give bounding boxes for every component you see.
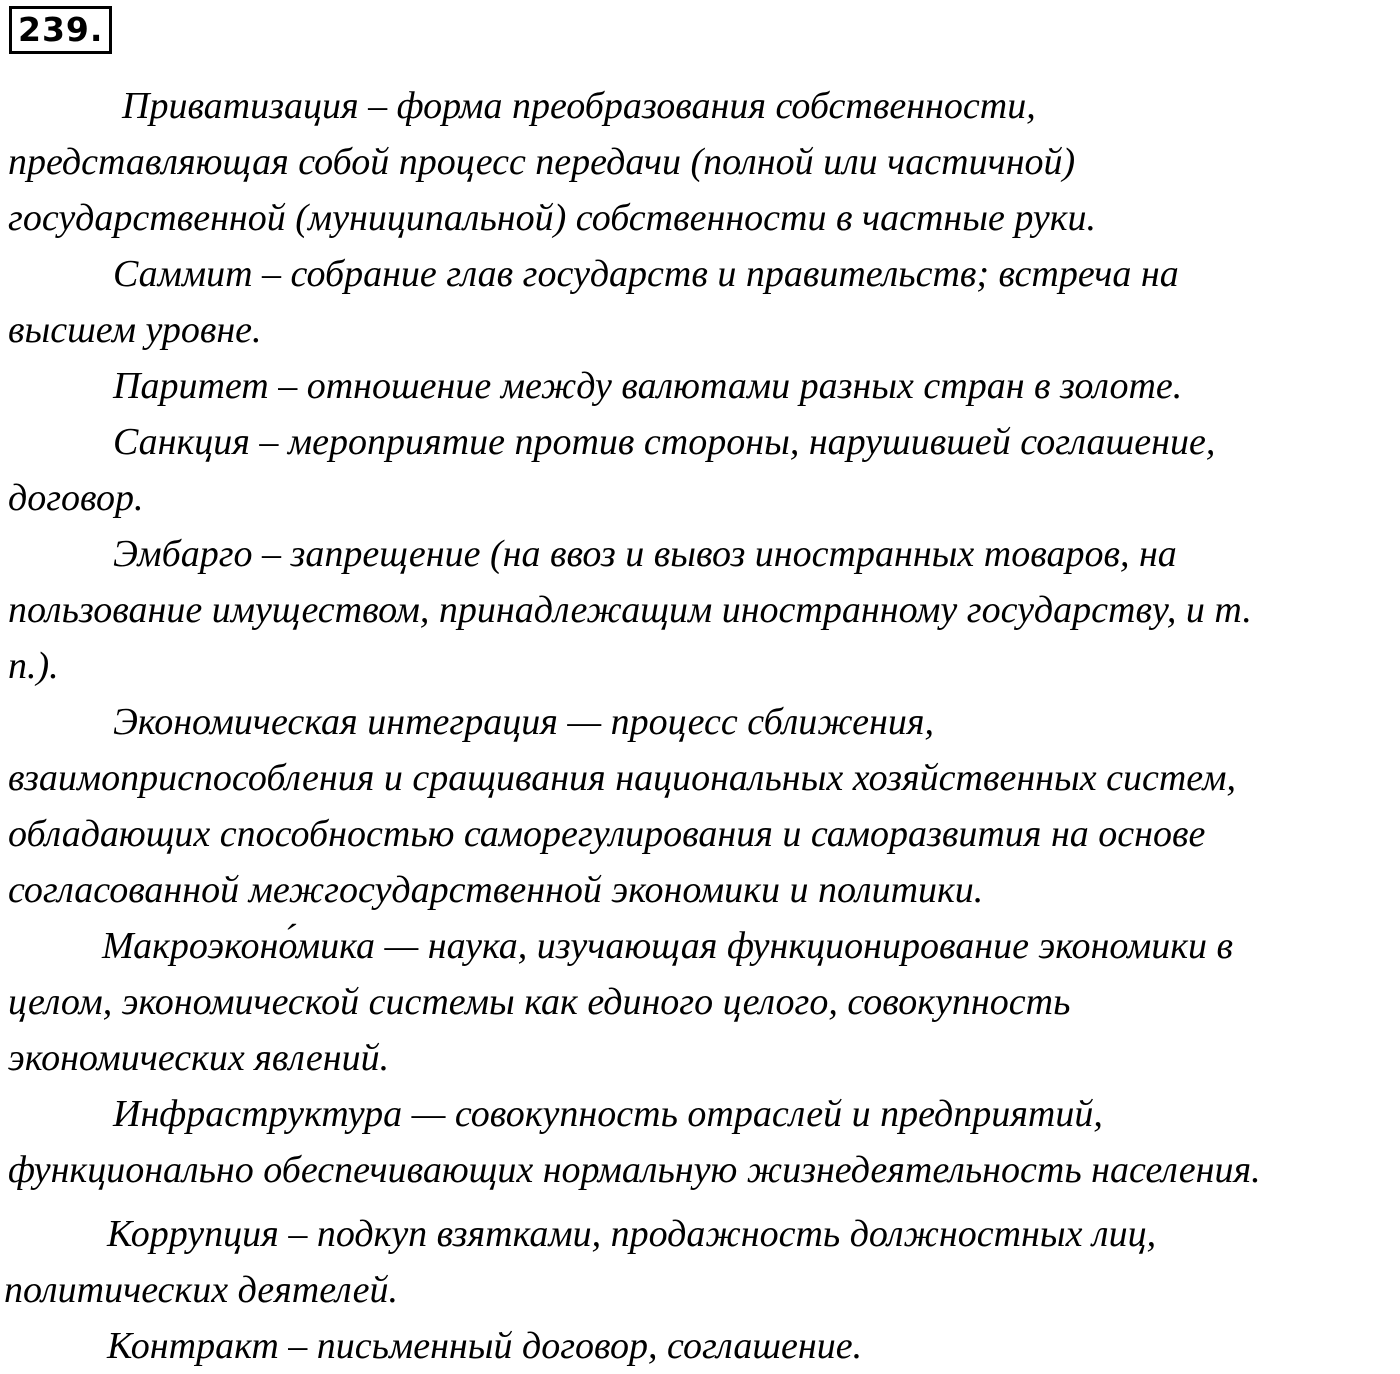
text-line: Коррупция – подкуп взятками, продажность должностных лиц, [107, 1213, 1157, 1255]
text-line: высшем уровне. [8, 309, 262, 351]
task-number-box: 239. [9, 6, 112, 54]
text-line: согласованной межгосударственной экономики и политики. [8, 869, 984, 911]
definitions-text [0, 78, 1400, 1374]
text-line: Саммит – собрание глав государств и правительств; встреча на [113, 253, 1179, 295]
text-line: взаимоприспособления и сращивания национальных хозяйственных систем, [8, 757, 1236, 799]
text-line: Эмбарго – запрещение (на ввоз и вывоз иностранных товаров, на [113, 533, 1177, 575]
text-line: политических деятелей. [4, 1269, 399, 1311]
text-line: Контракт – письменный договор, соглашение. [107, 1325, 863, 1367]
text-line: представляющая собой процесс передачи (полной или частичной) [8, 141, 1076, 183]
text-line: функционально обеспечивающих нормальную жизнедеятельность населения. [8, 1149, 1261, 1191]
text-line: Макроэконо́мика — наука, изучающая функционирование экономики в [102, 925, 1233, 967]
text-line: договор. [8, 477, 144, 519]
text-line: пользование имуществом, принадлежащим иностранному государству, и т. [8, 589, 1252, 631]
text-line: Приватизация – форма преобразования собственности, [122, 85, 1036, 127]
text-line: государственной (муниципальной) собственности в частные руки. [8, 197, 1097, 239]
text-line: Санкция – мероприятие против стороны, нарушившей соглашение, [113, 421, 1216, 463]
text-line: обладающих способностью саморегулирования и саморазвития на основе [8, 813, 1206, 855]
text-line: Паритет – отношение между валютами разных стран в золоте. [113, 365, 1183, 407]
text-line: п.). [8, 645, 59, 687]
text-line: экономических явлений. [8, 1037, 390, 1079]
text-line: целом, экономической системы как единого целого, совокупность [8, 981, 1071, 1023]
paragraph-gap [0, 1198, 1400, 1206]
text-line: Инфраструктура — совокупность отраслей и предприятий, [113, 1093, 1103, 1135]
text-line: Экономическая интеграция — процесс сближения, [113, 701, 935, 743]
